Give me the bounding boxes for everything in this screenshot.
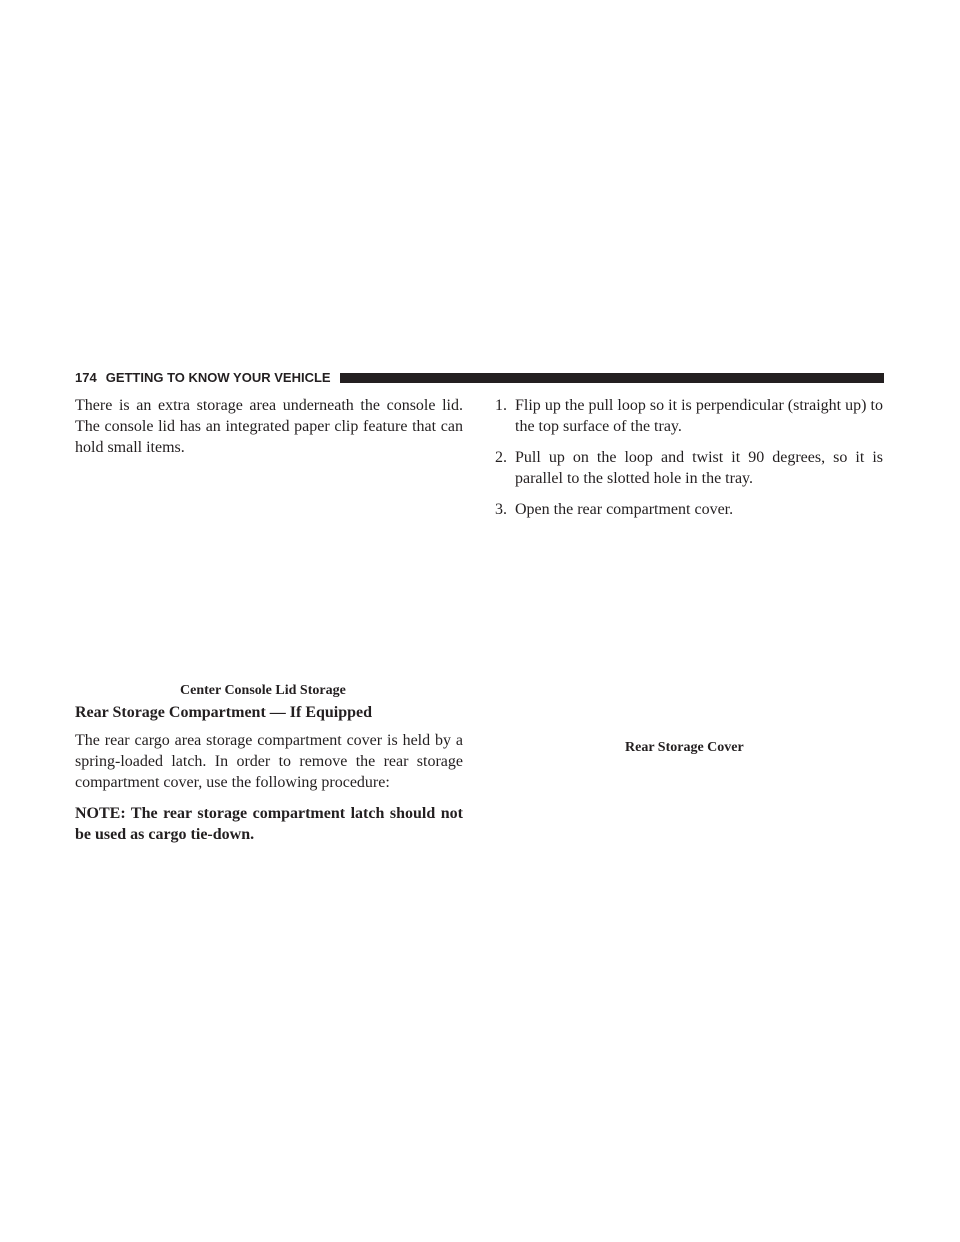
left-column xyxy=(75,395,463,458)
step-text: Flip up the pull loop so it is perpendicular (straight up) to the top surface of the tray. xyxy=(515,397,883,435)
page-number: 174 xyxy=(75,370,97,385)
header-rule xyxy=(340,373,884,383)
intro-paragraph: There is an extra storage area underneath the console lid. The console lid has an integrated paper clip feature that can hold small items. xyxy=(75,397,463,456)
step-number: 3. xyxy=(495,501,507,518)
rear-storage-block xyxy=(75,730,463,845)
page-header xyxy=(75,369,884,387)
section-heading: Rear Storage Compartment — If Equipped xyxy=(75,704,373,721)
section-title: GETTING TO KNOW YOUR VEHICLE xyxy=(105,370,331,385)
step-text: Open the rear compartment cover. xyxy=(515,501,734,518)
step-item xyxy=(495,499,883,520)
step-item xyxy=(495,447,883,489)
figure-caption-rear-cover: Rear Storage Cover xyxy=(625,740,744,755)
rear-storage-paragraph: The rear cargo area storage compartment cover is held by a spring-loaded latch. In order to remove the rear storage compartment cover, use the following procedure: xyxy=(75,732,463,791)
step-number: 1. xyxy=(495,397,507,414)
right-column xyxy=(495,395,883,530)
note-paragraph: NOTE: The rear storage compartment latch should not be used as cargo tie-down. xyxy=(75,805,463,843)
step-item xyxy=(495,395,883,437)
step-text: Pull up on the loop and twist it 90 degrees, so it is parallel to the slotted hole in the tray. xyxy=(515,449,883,487)
figure-caption-console: Center Console Lid Storage xyxy=(180,683,346,698)
step-number: 2. xyxy=(495,449,507,466)
